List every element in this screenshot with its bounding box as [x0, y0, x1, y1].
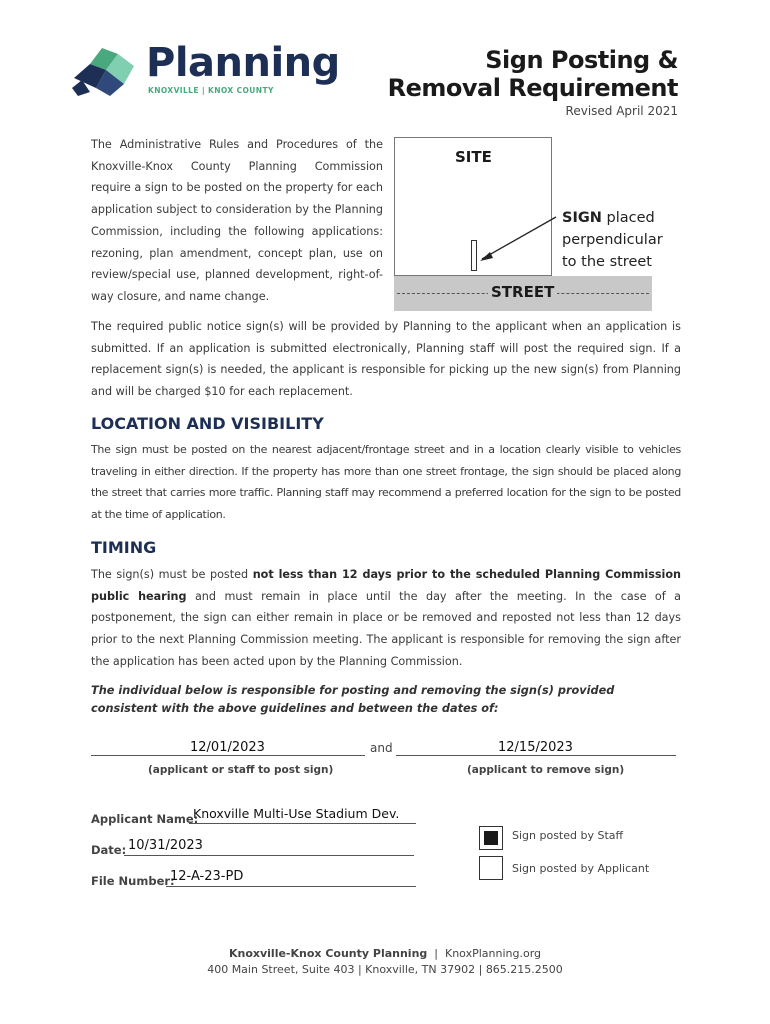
timing-paragraph — [91, 564, 681, 673]
applicant-name-value: Knoxville Multi-Use Stadium Dev. — [193, 806, 400, 821]
file-number-value: 12-A-23-PD — [170, 869, 244, 884]
location-paragraph: The sign must be posted on the nearest adjacent/frontage street and in a location clearly visible to vehicles traveling in either direction. If the property has more than one street frontage, the sign should be placed along the street that carries more traffic. Planning staff may recommend a preferred location for the sign to be posted at the time of application. — [91, 443, 681, 522]
staff-checkbox-mark — [484, 831, 498, 845]
sign-callout-line3: to the street — [562, 254, 652, 270]
post-date-value: 12/01/2023 — [190, 740, 265, 755]
timing-text-pre: The sign(s) must be posted — [91, 568, 253, 581]
timing-text-bold: not less than 12 days prior to the scheduled Planning Commission public hearing — [91, 568, 681, 603]
logo-wordmark: Planning — [146, 40, 340, 86]
responsible-statement: The individual below is responsible for posting and removing the sign(s) provided consistent with the above guidelines and between the dates of: — [91, 684, 615, 715]
post-date-caption: (applicant or staff to post sign) — [148, 764, 334, 776]
sign-callout-bold: SIGN — [562, 210, 602, 226]
footer-org — [0, 947, 770, 960]
footer-website[interactable]: KnoxPlanning.org — [445, 947, 542, 960]
page-title — [388, 46, 678, 102]
sign-placement-diagram — [394, 137, 663, 312]
sign-callout-line2: perpendicular — [562, 232, 663, 248]
intro-paragraph: The Administrative Rules and Procedures of the Knoxville-Knox County Planning Commission require a sign to be posted on the property for each application subject to consideration by the Planning Commission, including the following applications: rezoning, plan amendment, concept plan, use on review/special use, planned development, right-of-way closure, and name change. — [91, 138, 383, 303]
sign-marker — [471, 240, 477, 271]
date-label: Date: — [91, 843, 127, 857]
logo-subtitle: KNOXVILLE | KNOX COUNTY — [148, 86, 274, 95]
remove-date-value: 12/15/2023 — [498, 740, 573, 755]
remove-date-caption: (applicant to remove sign) — [467, 764, 625, 776]
planning-logo-icon — [72, 44, 140, 98]
revised-date: Revised April 2021 — [565, 104, 678, 118]
notice-paragraph: The required public notice sign(s) will be provided by Planning to the applicant when an application is submitted. If an application is submitted electronically, Planning staff will post the required sign. If a replacement sign(s) is needed, the applicant is responsible for picking up the new sign(s) from Planning and will be charged $10 for each replacement. — [91, 320, 681, 399]
and-label: and — [370, 741, 393, 755]
applicant-checkbox-label: Sign posted by Applicant — [512, 862, 650, 875]
site-label: SITE — [455, 148, 492, 166]
file-number-label: File Number: — [91, 874, 175, 888]
location-heading: LOCATION AND VISIBILITY — [91, 414, 324, 433]
timing-heading: TIMING — [91, 538, 157, 557]
sign-callout — [562, 207, 672, 273]
footer-org-name: Knoxville-Knox County Planning — [228, 947, 428, 960]
sign-callout-rest: placed — [601, 210, 655, 226]
street-label: STREET — [488, 283, 557, 301]
title-line-1: Sign Posting & — [485, 46, 678, 74]
date-value: 10/31/2023 — [128, 838, 203, 853]
applicant-checkbox[interactable] — [479, 856, 503, 880]
staff-checkbox-label: Sign posted by Staff — [512, 829, 624, 842]
timing-text-post: and must remain in place until the day after the meeting. In the case of a postponement, the sign can either remain in place or be removed and reposted not less than 12 days prior to the next Planning Commission meeting. The applicant is responsible for removing the sign after the application has been acted upon by the Planning Commission. — [91, 589, 681, 668]
title-line-2: Removal Requirement — [387, 74, 678, 102]
footer-address: 400 Main Street, Suite 403 | Knoxville, TN 37902 | 865.215.2500 — [207, 963, 563, 976]
footer-separator: | — [434, 947, 438, 960]
pointer-arrow-icon — [478, 215, 558, 265]
applicant-name-label: Applicant Name: — [91, 812, 199, 826]
